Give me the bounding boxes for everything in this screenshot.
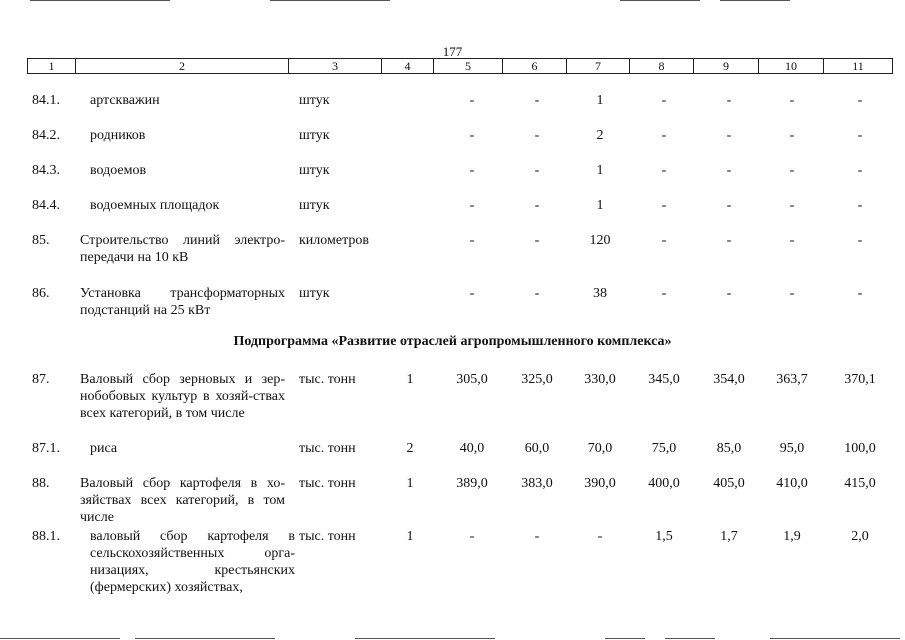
row-name: риса <box>90 441 118 456</box>
row-value-col-10: - <box>789 163 795 178</box>
row-number: 84.3. <box>32 163 60 178</box>
bottom-edge-line-5 <box>665 638 715 639</box>
row-value-col-9: - <box>726 163 732 178</box>
row-value-col-11: 370,1 <box>844 372 876 387</box>
row-name: валовый сбор картофеля в сельскохозяйственных орга-низациях, крестьянских (фермерских) хозяйствах, <box>90 529 295 595</box>
row-value-col-8: - <box>661 163 667 178</box>
row-unit: штук <box>299 198 330 213</box>
row-value-col-11: 100,0 <box>844 441 876 456</box>
row-value-col-10: - <box>789 93 795 108</box>
top-edge-line-4 <box>720 0 790 1</box>
row-unit: тыс. тонн <box>299 529 356 544</box>
row-value-col-11: - <box>857 163 863 178</box>
row-value-col-4: 2 <box>406 441 414 456</box>
row-number: 84.2. <box>32 128 60 143</box>
row-name: Валовый сбор зерновых и зер-нобобовых культур в хозяй-ствах всех категорий, в том числе <box>80 372 285 421</box>
row-value-col-11: - <box>857 233 863 248</box>
row-number: 88.1. <box>32 529 60 544</box>
row-number: 84.4. <box>32 198 60 213</box>
row-value-col-9: - <box>726 233 732 248</box>
row-value-col-9: 85,0 <box>716 441 742 456</box>
row-value-col-6: - <box>534 286 540 301</box>
header-col-10: 10 <box>758 59 823 73</box>
row-value-col-6: 383,0 <box>521 476 553 491</box>
bottom-edge-line-6 <box>770 638 900 639</box>
row-value-col-8: - <box>661 93 667 108</box>
row-value-col-11: - <box>857 93 863 108</box>
row-value-col-7: 2 <box>596 128 604 143</box>
row-value-col-11: - <box>857 286 863 301</box>
row-number: 87. <box>32 372 50 387</box>
row-value-col-10: 95,0 <box>779 441 805 456</box>
row-value-col-8: 345,0 <box>648 372 680 387</box>
row-value-col-6: - <box>534 198 540 213</box>
row-value-col-7: 1 <box>596 198 604 213</box>
row-name: водоемов <box>90 163 147 178</box>
row-value-col-5: - <box>469 163 475 178</box>
row-value-col-11: - <box>857 128 863 143</box>
row-value-col-7: 1 <box>596 93 604 108</box>
row-value-col-4: 1 <box>406 476 414 491</box>
top-edge-line-3 <box>620 0 700 1</box>
row-number: 84.1. <box>32 93 60 108</box>
row-value-col-5: - <box>469 233 475 248</box>
row-value-col-6: 60,0 <box>524 441 550 456</box>
top-edge-line-1 <box>30 0 170 1</box>
header-col-1: 1 <box>48 59 55 73</box>
row-value-col-8: 1,5 <box>655 529 673 544</box>
bottom-edge-line-1 <box>0 638 120 639</box>
row-value-col-7: - <box>597 529 603 544</box>
row-value-col-9: 405,0 <box>713 476 745 491</box>
row-value-col-10: - <box>789 233 795 248</box>
row-value-col-9: - <box>726 198 732 213</box>
row-number: 86. <box>32 286 50 301</box>
header-col-7: 7 <box>566 59 629 73</box>
row-value-col-5: - <box>469 93 475 108</box>
row-number: 88. <box>32 476 50 491</box>
row-value-col-8: - <box>661 233 667 248</box>
row-value-col-10: 363,7 <box>776 372 808 387</box>
row-name: родников <box>90 128 146 143</box>
row-unit: штук <box>299 93 330 108</box>
header-col-3: 3 <box>288 59 381 73</box>
header-col-2: 2 <box>75 59 288 73</box>
row-name: Строительство линий электро-передачи на 10 кВ <box>80 233 285 265</box>
table-header-row <box>27 58 893 74</box>
row-value-col-9: - <box>726 93 732 108</box>
header-col-8: 8 <box>629 59 693 73</box>
row-value-col-8: 75,0 <box>651 441 677 456</box>
row-value-col-6: - <box>534 529 540 544</box>
row-value-col-10: 1,9 <box>783 529 801 544</box>
row-value-col-6: - <box>534 233 540 248</box>
row-value-col-7: 120 <box>589 233 611 248</box>
row-value-col-5: - <box>469 198 475 213</box>
row-number: 87.1. <box>32 441 60 456</box>
row-name: водоемных площадок <box>90 198 220 213</box>
row-unit: штук <box>299 163 330 178</box>
row-name: Установка трансформаторных подстанций на 25 кВт <box>80 286 285 318</box>
row-value-col-9: - <box>726 128 732 143</box>
row-unit: штук <box>299 128 330 143</box>
row-value-col-5: - <box>469 529 475 544</box>
row-value-col-5: - <box>469 286 475 301</box>
row-value-col-5: 40,0 <box>459 441 485 456</box>
row-value-col-9: 1,7 <box>720 529 738 544</box>
row-unit: тыс. тонн <box>299 476 356 491</box>
row-value-col-8: 400,0 <box>648 476 680 491</box>
top-edge-line-2 <box>270 0 390 1</box>
row-value-col-5: 389,0 <box>456 476 488 491</box>
row-unit: тыс. тонн <box>299 372 356 387</box>
row-value-col-4: 1 <box>406 529 414 544</box>
row-name: Валовый сбор картофеля в хо-зяйствах всех категорий, в том числе <box>80 476 285 525</box>
row-value-col-6: - <box>534 128 540 143</box>
header-col-9: 9 <box>693 59 758 73</box>
header-col-5: 5 <box>433 59 502 73</box>
row-value-col-10: - <box>789 128 795 143</box>
row-value-col-7: 390,0 <box>584 476 616 491</box>
bottom-edge-line-2 <box>135 638 275 639</box>
section-title: Подпрограмма «Развитие отраслей агропромышленного комплекса» <box>233 334 672 349</box>
row-number: 85. <box>32 233 50 248</box>
header-col-6: 6 <box>502 59 566 73</box>
row-value-col-4: 1 <box>406 372 414 387</box>
row-value-col-9: 354,0 <box>713 372 745 387</box>
row-value-col-11: - <box>857 198 863 213</box>
row-value-col-8: - <box>661 128 667 143</box>
bottom-edge-line-3 <box>355 638 495 639</box>
row-value-col-7: 38 <box>593 286 607 301</box>
header-col-11: 11 <box>823 59 892 73</box>
row-value-col-8: - <box>661 286 667 301</box>
row-value-col-8: - <box>661 198 667 213</box>
row-value-col-5: 305,0 <box>456 372 488 387</box>
row-value-col-6: - <box>534 93 540 108</box>
header-col-4: 4 <box>381 59 433 73</box>
row-value-col-7: 1 <box>596 163 604 178</box>
row-value-col-5: - <box>469 128 475 143</box>
row-value-col-6: - <box>534 163 540 178</box>
row-value-col-7: 70,0 <box>587 441 613 456</box>
row-value-col-11: 2,0 <box>851 529 869 544</box>
page-number: 177 <box>442 44 463 59</box>
row-unit: тыс. тонн <box>299 441 356 456</box>
row-value-col-6: 325,0 <box>521 372 553 387</box>
row-value-col-7: 330,0 <box>584 372 616 387</box>
row-value-col-10: - <box>789 198 795 213</box>
row-value-col-9: - <box>726 286 732 301</box>
row-value-col-11: 415,0 <box>844 476 876 491</box>
row-unit: штук <box>299 286 330 301</box>
row-name: артскважин <box>90 93 160 108</box>
row-value-col-10: - <box>789 286 795 301</box>
row-unit: километров <box>299 233 369 248</box>
row-value-col-10: 410,0 <box>776 476 808 491</box>
bottom-edge-line-4 <box>605 638 645 639</box>
